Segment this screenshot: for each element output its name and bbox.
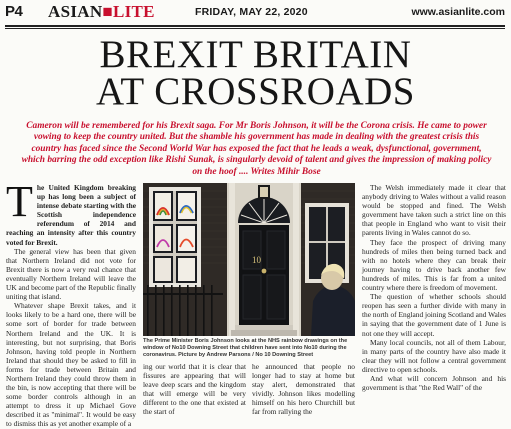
article-column-1 (6, 177, 136, 429)
logo-separator-icon: ■ (102, 2, 113, 21)
header-rule (5, 25, 505, 27)
body-paragraph: he announced that people no longer had to stay at home but stay alert, demonstrated that vividly. Johnson likes modelling himself on his hero Churchill but far from rallying the (252, 362, 355, 417)
logo-lite: LITE (112, 2, 155, 21)
drop-cap: T (6, 177, 33, 226)
body-paragraph: ing our world that it is clear that fissures are appearing that will leave deep scars and the kingdom that will emerge will be very different to the one that existed at the start of (143, 362, 246, 417)
photo-caption: The Prime Minister Boris Johnson looks at the NHS rainbow drawings on the window of No10 Downing Street that children have sent into No10 during the coronavirus. Picture by Andrew Parsons / No 10 Downing Street (143, 338, 348, 358)
downing-street-photo (143, 183, 355, 336)
article-column-3 (252, 362, 355, 417)
masthead-logo (48, 2, 155, 22)
lead-paragraph: he United Kingdom breaking up has long been a subject of intense debate starting with the Scottish independence referendum of 2014 and reaching an intensity after this country voted for Brexit. (6, 183, 136, 247)
headline (0, 33, 511, 113)
svg-text:10: 10 (252, 255, 261, 265)
page-number: P4 (5, 3, 23, 20)
headline-line-1: BREXIT BRITAIN (99, 33, 412, 76)
body-paragraph: The Welsh immediately made it clear that anybody driving to Wales without a valid reason would be stopped and fined. The Welsh government have taken such a strict line on this that people in England who want to visit their parents living in Wales cannot do so. (362, 183, 506, 238)
article-column-4 (362, 183, 506, 392)
body-paragraph: The general view has been that given that Northern Ireland did not vote for Brexit there is now a very real chance that eventually Northern Ireland will leave the UK and become part of the Republic finally uniting that island. (6, 246, 136, 302)
body-paragraph: And what will concern Johnson and his government is that "the Red Wall" of the (362, 373, 506, 393)
body-paragraph: Many local councils, not all of them Labour, in many parts of the country have also made it clear they will not follow a central government directive to open schools. (362, 337, 506, 374)
issue-date: FRIDAY, MAY 22, 2020 (195, 6, 308, 18)
body-paragraph: Whatever shape Brexit takes, and it looks likely to be a hard one, there will be some sort of border for trade between Northern Ireland and the UK. It is interesting, but not surprising, that Boris Johnson, having told people in Northern Ireland that should they be asked to fill in forms for trade between Britain and Northern Ireland they could throw them in the bin, is now accepting that there will be some border controls although in an attempt to dress it up Michael Gove described it as "minimal". It would be easy to dismiss this as yet another example of a (6, 301, 136, 429)
header-rule-thin (5, 28, 505, 29)
logo-asian: ASIAN (48, 2, 103, 21)
page-header (5, 1, 505, 27)
website-url: www.asianlite.com (411, 6, 505, 18)
standfirst: Cameron will be remembered for his Brexit saga. For Mr Boris Johnson, it will be the Corona crisis. He came to power vowing to keep the country united. But the shamble his government has made in dealing with the greatest crisis this country has faced since the Second World War has exposed the fact that he leads a weak, dysfunctional, government, which barring the odd exception like Rishi Sunak, is singularly devoid of talent and gives the impression of making policy on the hoof .... Writes Mihir Bose (21, 121, 492, 177)
headline-line-2: AT CROSSROADS (96, 70, 415, 113)
article-column-2 (143, 362, 246, 417)
body-paragraph: The question of whether schools should reopen has seen a further divide with many in the north of England joining Scotland and Wales in saying that the government date of 1 June is not one they will accept. (362, 292, 506, 338)
body-paragraph: They face the prospect of driving many hundreds of miles then being turned back and with no hotels where they can break their journey having to drive back another few hundreds of miles. This is far from a united country where there is freedom of movement. (362, 237, 506, 293)
